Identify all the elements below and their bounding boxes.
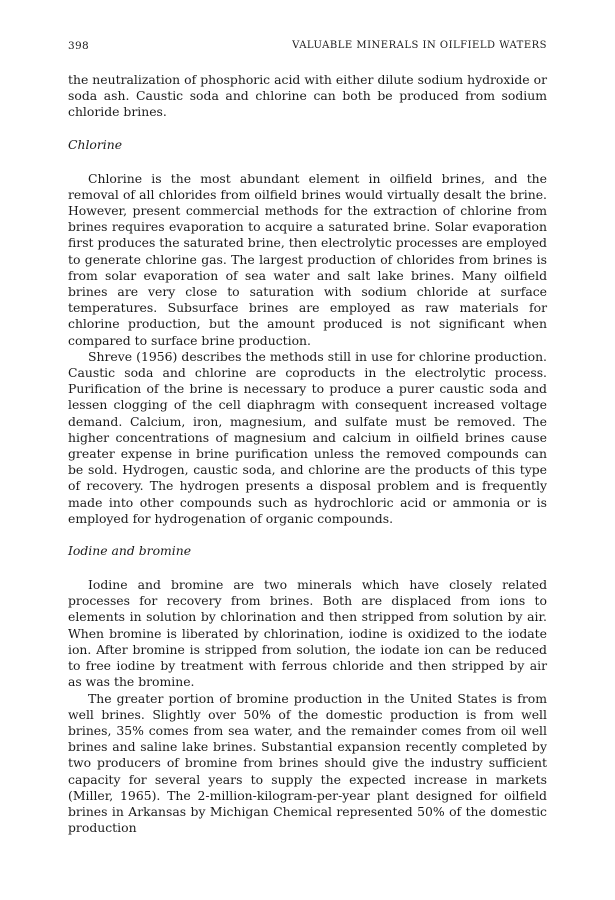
book-page — [68, 40, 547, 836]
running-header — [68, 40, 547, 52]
section-heading-iodine-bromine: Iodine and bromine — [68, 543, 192, 559]
page-number: 398 — [68, 40, 89, 52]
running-title: VALUABLE MINERALS IN OILFIELD WATERS — [292, 40, 547, 51]
chlorine-paragraph-2: Shreve (1956) describes the methods still in use for chlorine production. Caustic soda and chlorine are coproducts in the electrolytic process. Purification of the brine is necessary to produce a purer caustic soda and lessen clogging of the cell diaphragm with consequent increased voltage demand. Calcium, iron, magnesium, and sulfate must be removed. The higher concentrations of magnesium and calcium in oilfield brines cause greater expense in brine purification unless the removed compounds can be sold. Hydrogen, caustic soda, and chlorine are the products of this type of recovery. The hydrogen presents a disposal problem and is frequently made into other compounds such as hydrochloric acid or ammonia or is employed for hydrogenation of organic compounds. — [68, 348, 547, 526]
section-heading-chlorine: Chlorine — [68, 136, 123, 152]
intro-paragraph: the neutralization of phosphoric acid with either dilute sodium hydroxide or soda ash. Caustic soda and chlorine can both be produced from sodium chloride brines. — [68, 72, 547, 120]
iodine-bromine-paragraph-1: Iodine and bromine are two minerals which have closely related processes for recovery from brines. Both are displaced from ions to elements in solution by chlorination and then stripped from solution by air. When bromine is liberated by chlorination, iodine is oxidized to the iodate ion. After bromine is stripped from solution, the iodate ion can be reduced to free iodine by treatment with ferrous chloride and then stripped by air as was the bromine. — [68, 577, 547, 690]
chlorine-paragraph-1: Chlorine is the most abundant element in oilfield brines, and the removal of all chlorides from oilfield brines would virtually desalt the brine. However, present commercial methods for the extraction of chlorine from brines requires evaporation to acquire a saturated brine. Solar evaporation first produces the saturated brine, then electrolytic processes are employed to generate chlorine gas. The largest production of chlorides from brines is from solar evaporation of sea water and salt lake brines. Many oilfield brines are very close to saturation with sodium chloride at surface temperatures. Subsurface brines are employed as raw materials for chlorine production, but the amount produced is not significant when compared to surface brine production. — [68, 170, 547, 348]
iodine-bromine-paragraph-2: The greater portion of bromine production in the United States is from well brines. Slightly over 50% of the domestic production is from well brines, 35% comes from sea water, and the remainder comes from oil well brines and saline lake brines. Substantial expansion recently completed by two producers of bromine from brines should give the industry sufficient capacity for several years to supply the expected increase in markets (Miller, 1965). The 2-million-kilogram-per-year plant designed for oilfield brines in Arkansas by Michigan Chemical represented 50% of the domestic production — [68, 690, 547, 836]
